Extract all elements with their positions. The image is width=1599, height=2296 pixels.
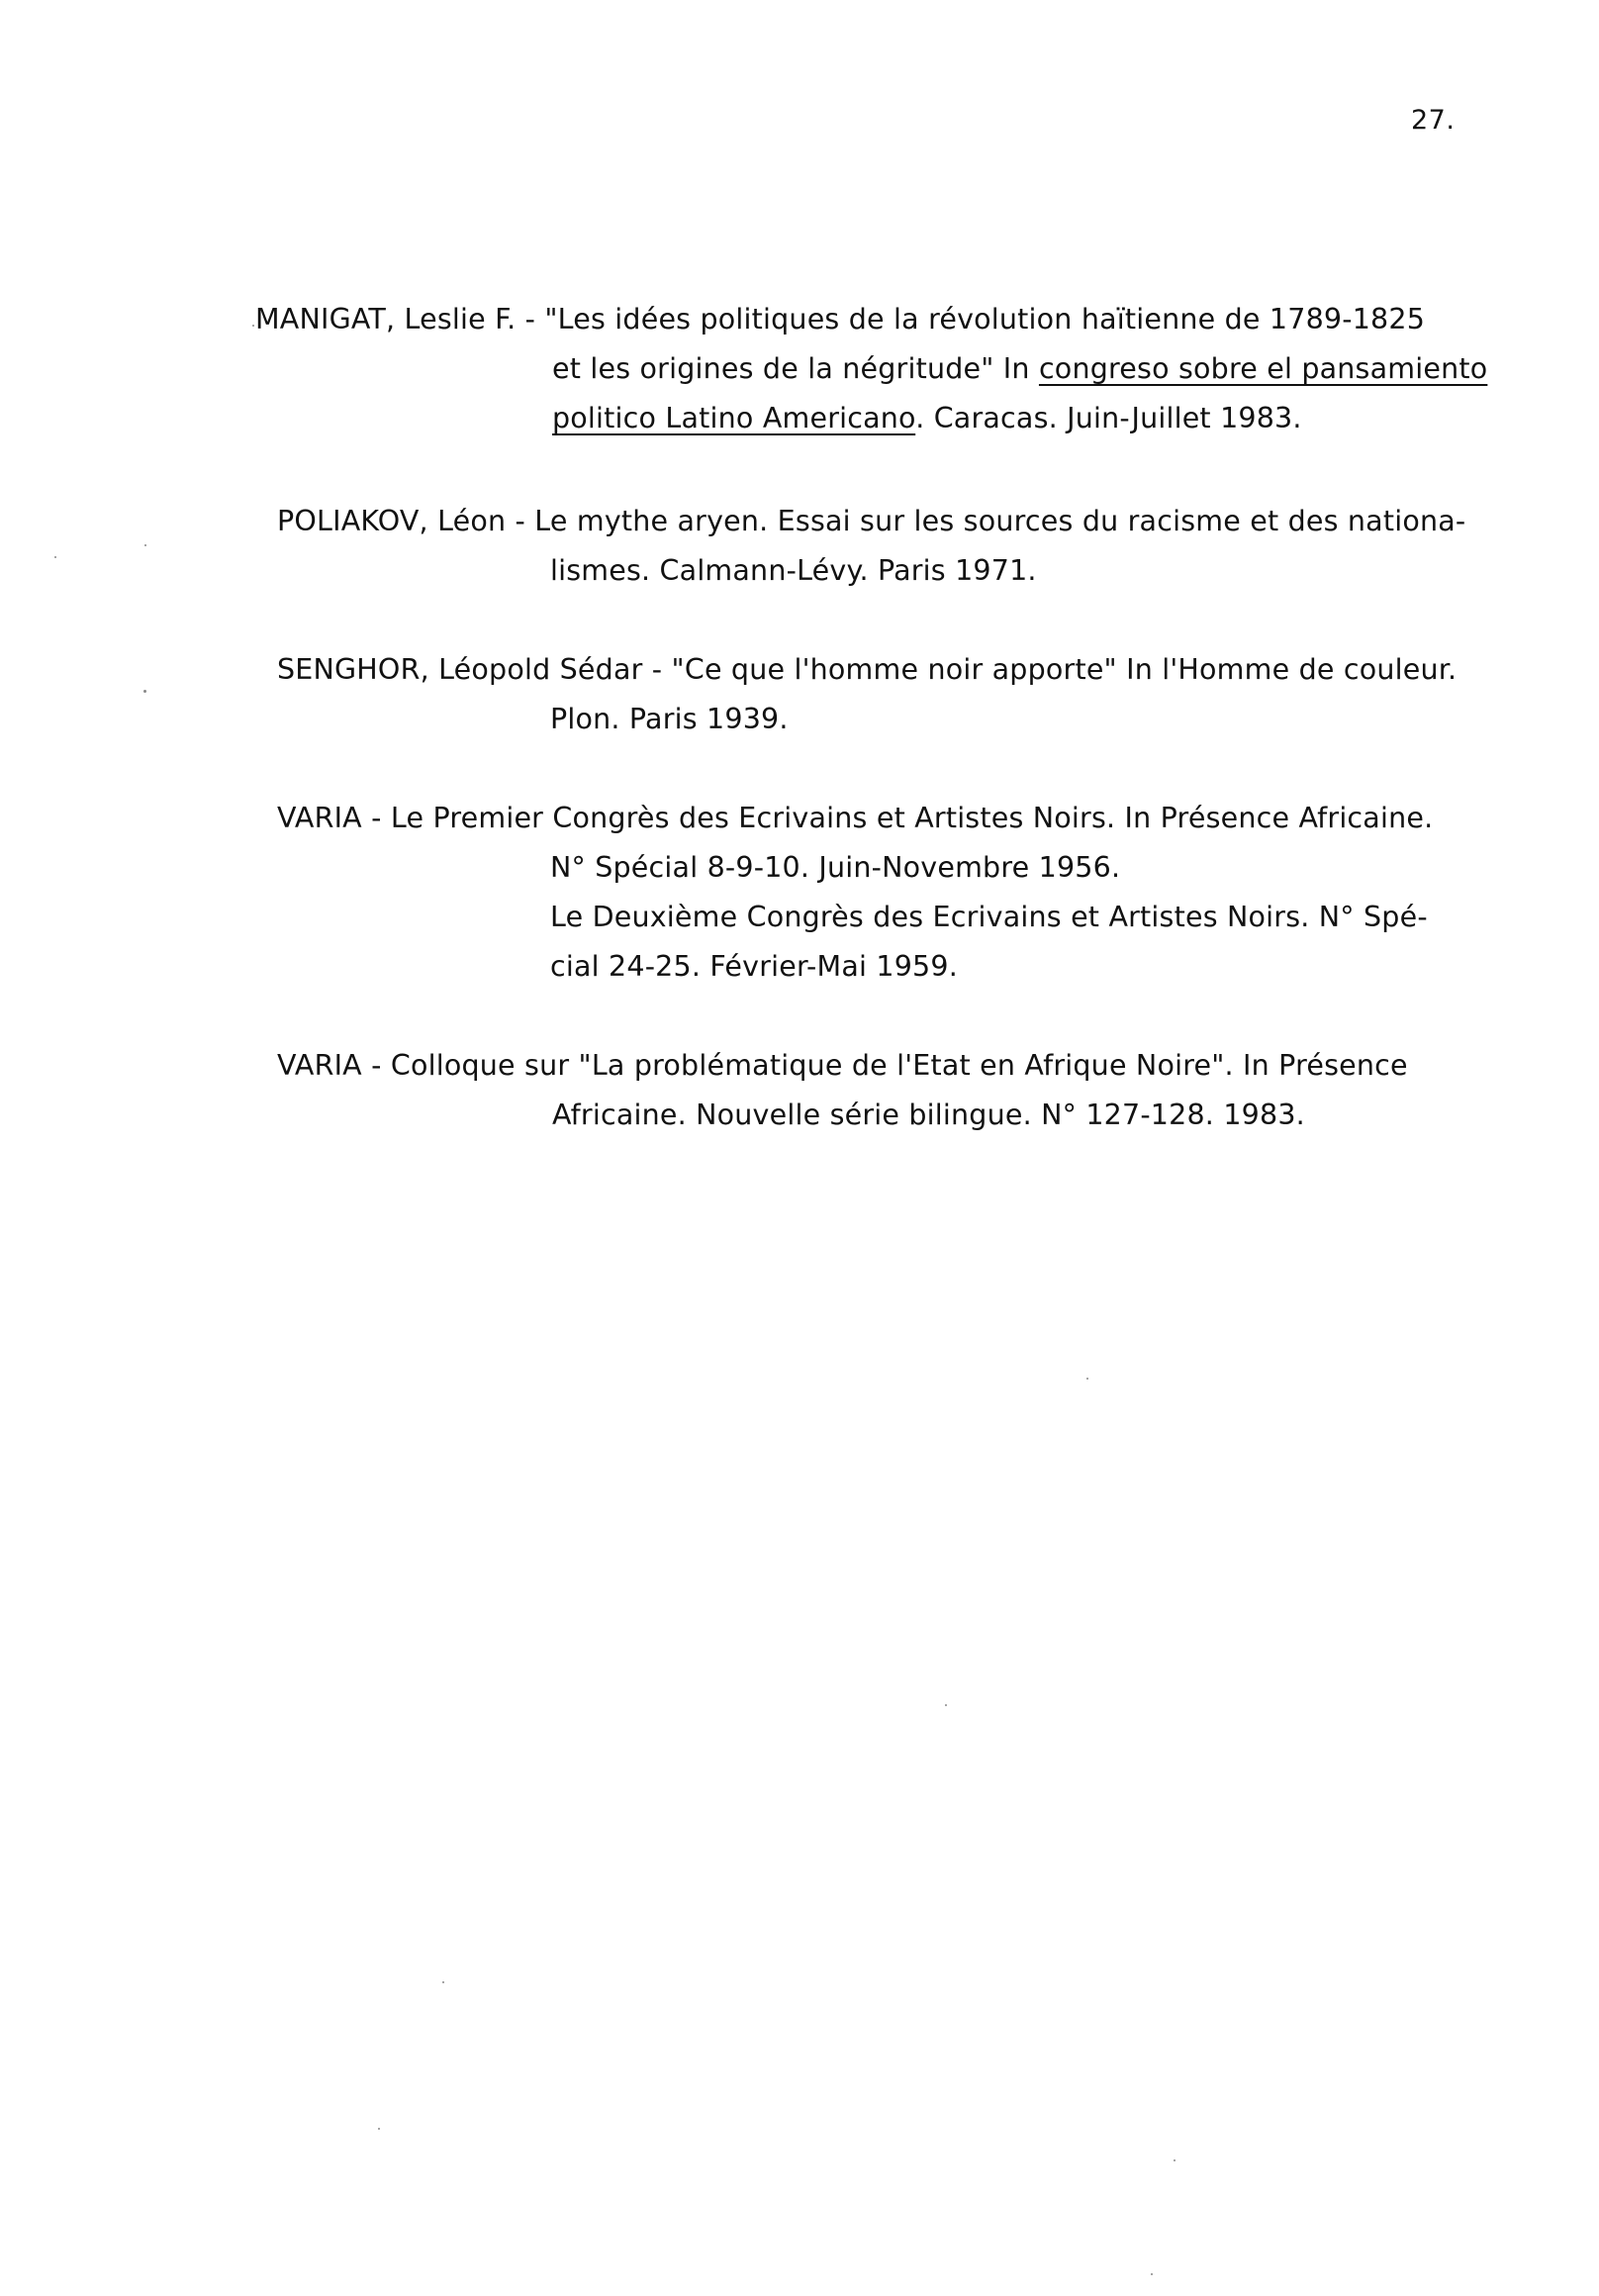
reference-line: Plon. Paris 1939. — [550, 703, 789, 735]
reference-line: VARIA - Colloque sur "La problématique de l'Etat en Afrique Noire". In Présence — [277, 1049, 1408, 1082]
page-number: 27. — [1411, 105, 1456, 136]
scan-speck — [945, 1704, 947, 1706]
scan-speck — [54, 556, 56, 558]
scan-speck — [144, 544, 146, 546]
scan-speck — [442, 1981, 444, 1983]
reference-line: Le Deuxième Congrès des Ecrivains et Artistes Noirs. N° Spé- — [550, 901, 1428, 933]
scan-speck — [143, 690, 146, 693]
reference-line: lismes. Calmann-Lévy. Paris 1971. — [550, 554, 1037, 587]
reference-text: . Caracas. Juin-Juillet 1983. — [915, 402, 1302, 434]
reference-line: SENGHOR, Léopold Sédar - "Ce que l'homme noir apporte" In l'Homme de couleur. — [277, 653, 1458, 686]
scan-speck — [378, 2128, 380, 2130]
scan-speck — [252, 325, 254, 327]
reference-line: POLIAKOV, Léon - Le mythe aryen. Essai sur les sources du racisme et des nationa- — [277, 505, 1466, 537]
reference-line: VARIA - Le Premier Congrès des Ecrivains et Artistes Noirs. In Présence Africaine. — [277, 802, 1434, 834]
scan-speck — [1151, 2273, 1153, 2275]
underlined-title: congreso sobre el pansamiento — [1038, 352, 1488, 385]
scan-speck — [1086, 1378, 1088, 1380]
scan-speck — [1174, 2159, 1176, 2161]
reference-text: et les origines de la négritude" In — [552, 352, 1039, 385]
reference-line: N° Spécial 8-9-10. Juin-Novembre 1956. — [550, 851, 1121, 884]
reference-line: MANIGAT, Leslie F. - "Les idées politiques de la révolution haïtienne de 1789-1825 — [255, 303, 1426, 335]
reference-line — [552, 344, 1487, 394]
reference-line: cial 24-25. Février-Mai 1959. — [550, 950, 958, 983]
reference-line: Africaine. Nouvelle série bilingue. N° 127-128. 1983. — [552, 1099, 1305, 1131]
underlined-title: politico Latino Americano — [552, 402, 916, 434]
reference-line — [552, 394, 1302, 443]
